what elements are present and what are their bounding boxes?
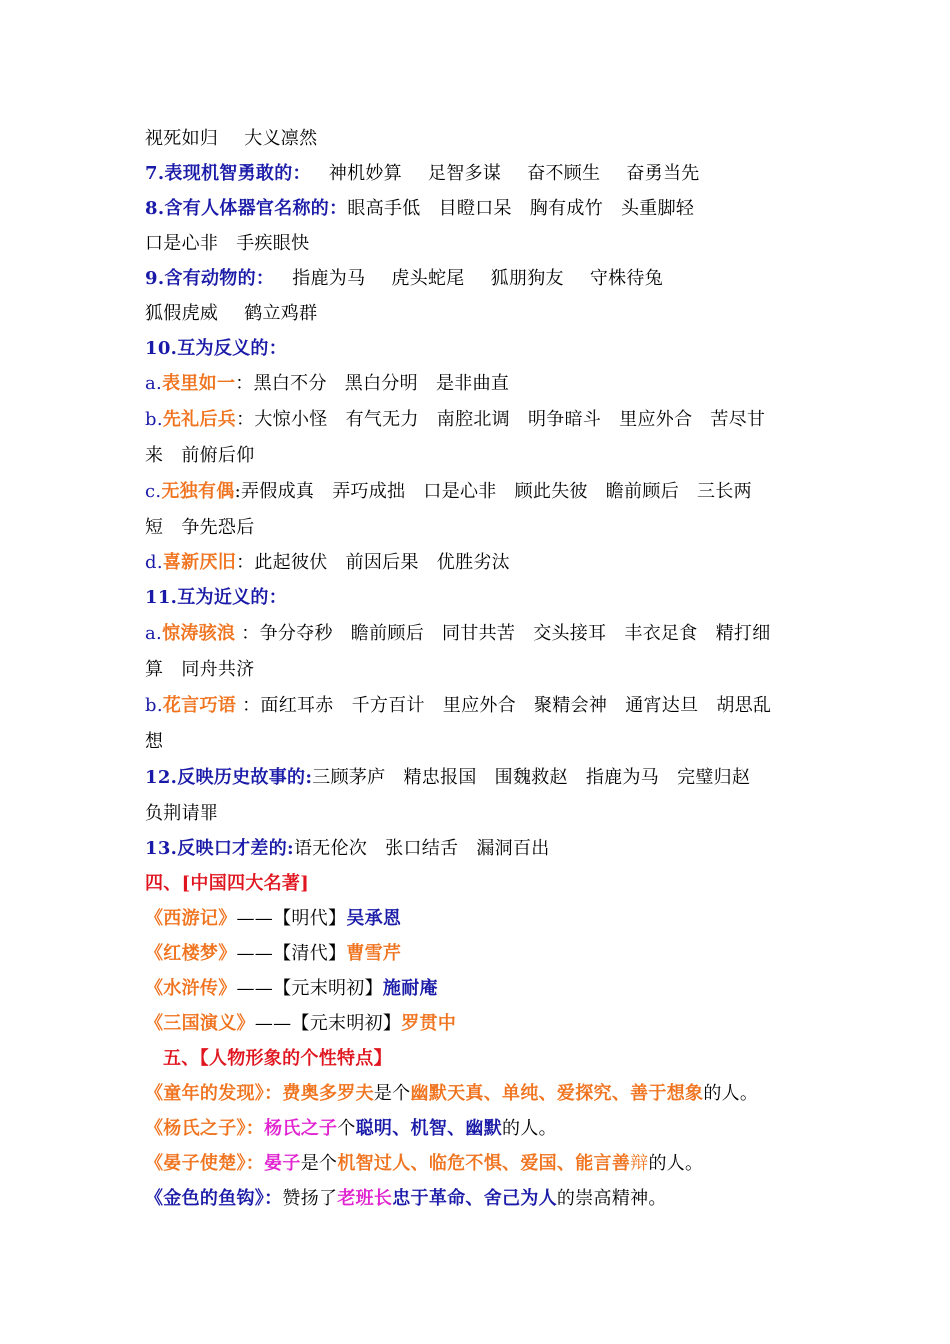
idiom: 完璧归赵 [677,767,751,788]
line-1 [145,121,825,156]
key-idiom: 无独有偶 [161,481,235,502]
idiom: 口是心非 [423,481,497,502]
text: 的人。 [502,1118,557,1139]
idiom-fragment: 算 [145,659,164,680]
idiom: 争分夺秒 [259,623,333,644]
idiom: 狐朋狗友 [490,268,564,289]
line-11-heading [145,580,825,615]
section-heading: 五、【人物形象的个性特点】 [163,1048,392,1069]
idiom: 苦尽甘 [710,409,766,430]
item-prefix: b. [145,695,163,716]
era: 【元末明初】 [273,978,383,999]
idiom: 前俯后仰 [181,445,255,466]
line-11a-cont [145,652,825,687]
line-8-body [145,191,825,226]
character-laobanzhang [145,1181,825,1216]
idiom: 大义凛然 [244,128,318,149]
line-13-speech [145,831,825,866]
idiom-fragment: 来 [145,445,164,466]
book-title: 《西游记》 [145,908,237,929]
section-five-heading [145,1041,825,1076]
category-label: 9.含有动物的： [145,268,275,289]
idiom: 明争暗斗 [527,409,602,430]
book-hongloumeng [145,936,825,971]
traits-char: 辩 [630,1153,649,1174]
dash: —— [236,908,274,929]
idiom: 围魏救赵 [494,767,568,788]
idiom: 交头接耳 [533,623,607,644]
line-8-cont [145,226,825,261]
idiom-fragment: 短 [145,517,164,538]
colon: ： [236,409,255,430]
author: 施耐庵 [382,978,438,999]
idiom: 通宵达旦 [625,695,699,716]
idiom: 神机妙算 [328,163,402,184]
idiom: 瞻前顾后 [350,623,424,644]
dash: —— [236,943,274,964]
line-10c-cont [145,510,825,545]
idiom: 语无伦次 [293,838,368,859]
idiom: 鹤立鸡群 [244,303,318,324]
line-10a [145,366,825,401]
idiom: 丰衣足食 [624,623,698,644]
book-title: 《红楼梦》 [145,943,237,964]
idiom: 漏洞百出 [476,838,550,859]
idiom: 视死如归 [145,128,219,149]
idiom: 千方百计 [351,695,425,716]
colon: ： [236,695,261,716]
idiom: 优胜劣汰 [436,552,510,573]
dash: —— [236,978,274,999]
book-xiyouji [145,901,825,936]
text: 赞扬了 [282,1188,338,1209]
traits: 聪明、机智、幽默 [355,1118,503,1139]
traits: 幽默天真、单纯、爱探究、善于想象 [410,1083,704,1104]
line-10-heading [145,331,825,366]
book-title: 《三国演义》 [145,1013,255,1034]
idiom: 奋不顾生 [527,163,601,184]
idiom: 面红耳赤 [260,695,334,716]
idiom: 聚精会神 [534,695,608,716]
book-sanguoyanyi [145,1006,825,1041]
idiom: 眼高手低 [347,198,421,219]
colon: ： [235,373,254,394]
key-idiom: 表里如一 [162,373,236,394]
idiom: 守株待兔 [589,268,664,289]
colon: ： [235,623,260,644]
item-prefix: d. [145,552,163,573]
idiom: 争先恐后 [181,517,255,538]
book-title: 《杨氏之子》： [145,1118,265,1139]
book-title: 《水浒传》 [145,978,237,999]
idiom-fragment: 想 [145,731,164,752]
category-label: 7.表现机智勇敢的： [145,163,311,184]
idiom: 南腔北调 [436,409,510,430]
character-name: 老班长 [337,1188,393,1209]
idiom: 弄巧成拙 [332,481,406,502]
category-label: 12.反映历史故事的: [145,767,313,788]
idiom: 黑白不分 [253,373,327,394]
text: 的崇高精神。 [556,1188,667,1209]
category-label: 11.互为近义的： [145,587,288,608]
line-12-history [145,759,825,796]
line-11b [145,687,825,724]
traits: 忠于革命、舍己为人 [392,1188,557,1209]
idiom: 胸有成竹 [529,198,603,219]
idiom: 目瞪口呆 [438,198,512,219]
character-tongnian [145,1076,825,1111]
line-10b-cont [145,438,825,473]
key-idiom: 花言巧语 [162,695,237,716]
item-prefix: a. [145,623,163,644]
character-name: 晏子 [264,1153,301,1174]
idiom: 有气无力 [345,409,419,430]
text: 是个 [300,1153,338,1174]
idiom: 奋勇当先 [626,163,700,184]
idiom-notes [145,121,825,1216]
idiom: 足智多谋 [428,163,502,184]
idiom: 前因后果 [345,552,419,573]
line-11b-cont [145,724,825,759]
author: 曹雪芹 [346,943,402,964]
idiom: 大惊小怪 [254,409,328,430]
colon: : [234,481,241,502]
idiom: 是非曲直 [435,373,510,394]
item-prefix: a. [145,373,163,394]
idiom: 同甘共苦 [442,623,516,644]
text: 的人。 [648,1153,704,1174]
line-11a [145,615,825,652]
line-7-brave [145,156,825,191]
text: 个 [337,1118,356,1139]
idiom: 黑白分明 [344,373,418,394]
idiom: 三长两 [697,481,752,502]
text: 是个 [373,1083,411,1104]
idiom: 同舟共济 [181,659,255,680]
idiom: 狐假虎威 [145,303,219,324]
idiom: 口是心非 [145,233,219,254]
idiom: 指鹿为马 [585,767,660,788]
idiom: 头重脚轻 [621,198,695,219]
colon: ： [236,552,255,573]
category-label: 13.反映口才差的: [145,838,294,859]
idiom: 里应外合 [442,695,516,716]
line-9-cont [145,296,825,331]
line-9-animals [145,261,825,296]
author: 吴承恩 [346,908,402,929]
key-idiom: 先礼后兵 [162,409,237,430]
idiom: 张口结舌 [385,838,459,859]
idiom: 胡思乱 [716,695,772,716]
character-name: 费奥多罗夫 [282,1083,374,1104]
line-10d [145,545,825,580]
idiom: 精打细 [715,623,771,644]
item-prefix: b. [145,409,163,430]
text: 的人。 [703,1083,759,1104]
idiom: 精忠报国 [403,767,477,788]
idiom: 虎头蛇尾 [391,268,465,289]
book-title: 《金色的鱼钩》： [145,1188,283,1209]
idiom: 手疾眼快 [236,233,310,254]
era: 【清代】 [273,943,347,964]
idiom: 里应外合 [619,409,693,430]
key-idiom: 喜新厌旧 [162,552,237,573]
category-label: 10.互为反义的： [145,338,288,359]
book-title: 《晏子使楚》： [145,1153,265,1174]
idiom: 负荆请罪 [145,803,219,824]
book-title: 《童年的发现》： [145,1083,283,1104]
idiom: 顾此失彼 [514,481,588,502]
idiom: 指鹿为马 [292,268,366,289]
line-12-cont [145,796,825,831]
character-yangshi [145,1111,825,1146]
line-10c [145,473,825,510]
idiom: 弄假成真 [240,481,315,502]
key-idiom: 惊涛骇浪 [162,623,236,644]
item-prefix: c. [145,481,162,502]
idiom: 此起彼伏 [254,552,328,573]
character-yanzi [145,1146,825,1181]
traits: 机智过人、临危不惧、爱国、能言善 [337,1153,631,1174]
idiom: 三顾茅庐 [312,767,386,788]
character-name: 杨氏之子 [264,1118,338,1139]
idiom: 瞻前顾后 [605,481,679,502]
dash: —— [254,1013,292,1034]
section-heading: 四、[中国四大名著] [145,873,310,894]
book-shuihuzhuan [145,971,825,1006]
section-four-heading [145,866,825,901]
era: 【明代】 [273,908,347,929]
era: 【元末明初】 [291,1013,402,1034]
category-label: 8.含有人体器官名称的： [145,198,348,219]
author: 罗贯中 [401,1013,457,1034]
line-10b [145,401,825,438]
